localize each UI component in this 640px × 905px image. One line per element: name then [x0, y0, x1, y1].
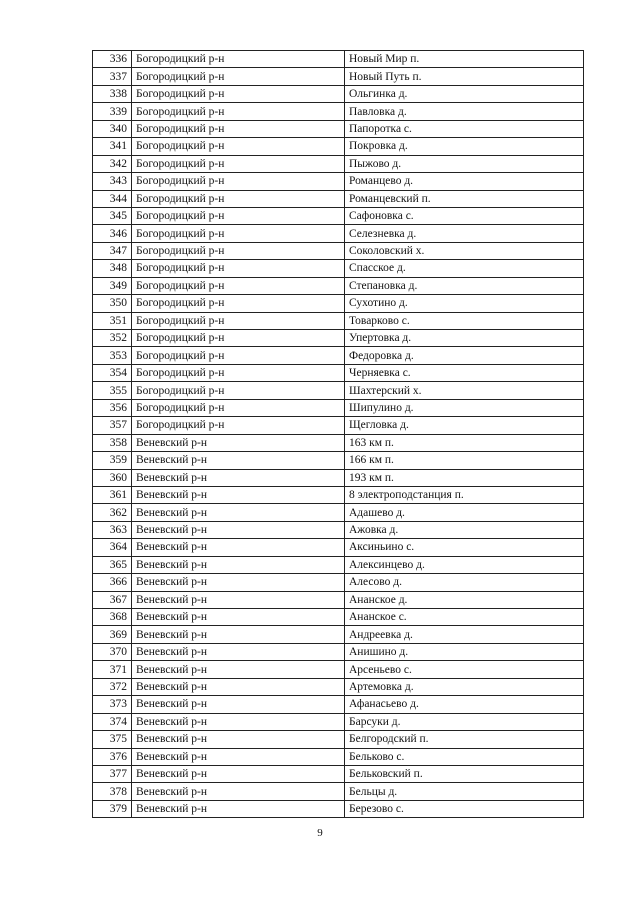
district-cell: Богородицкий р-н	[132, 260, 345, 277]
locality-cell: Адашево д.	[345, 504, 584, 521]
table-row	[93, 85, 584, 102]
locality-cell: Шипулино д.	[345, 399, 584, 416]
page-number: 9	[317, 827, 323, 839]
district-cell: Веневский р-н	[132, 678, 345, 695]
district-cell: Веневский р-н	[132, 643, 345, 660]
table-row	[93, 626, 584, 643]
locality-cell: Пыжово д.	[345, 155, 584, 172]
table-row	[93, 173, 584, 190]
row-number-cell: 355	[93, 382, 132, 399]
table-row	[93, 713, 584, 730]
row-number-cell: 352	[93, 330, 132, 347]
table-row	[93, 678, 584, 695]
district-cell: Богородицкий р-н	[132, 51, 345, 68]
row-number-cell: 368	[93, 609, 132, 626]
district-cell: Веневский р-н	[132, 783, 345, 800]
row-number-cell: 340	[93, 120, 132, 137]
district-cell: Веневский р-н	[132, 696, 345, 713]
locality-cell: Березово с.	[345, 800, 584, 817]
row-number-cell: 353	[93, 347, 132, 364]
district-cell: Веневский р-н	[132, 556, 345, 573]
locality-cell: Бельковский п.	[345, 765, 584, 782]
table-row	[93, 504, 584, 521]
row-number-cell: 371	[93, 661, 132, 678]
table-row	[93, 120, 584, 137]
locality-cell: Новый Путь п.	[345, 68, 584, 85]
district-cell: Богородицкий р-н	[132, 295, 345, 312]
table-row	[93, 521, 584, 538]
row-number-cell: 372	[93, 678, 132, 695]
row-number-cell: 343	[93, 173, 132, 190]
row-number-cell: 336	[93, 51, 132, 68]
table-body	[93, 51, 584, 818]
row-number-cell: 337	[93, 68, 132, 85]
district-cell: Веневский р-н	[132, 731, 345, 748]
table-row	[93, 277, 584, 294]
locality-cell: Ананское с.	[345, 609, 584, 626]
locality-cell: Соколовский х.	[345, 242, 584, 259]
table-row	[93, 661, 584, 678]
table-row	[93, 434, 584, 451]
row-number-cell: 379	[93, 800, 132, 817]
row-number-cell: 358	[93, 434, 132, 451]
row-number-cell: 339	[93, 103, 132, 120]
locality-cell: Андреевка д.	[345, 626, 584, 643]
district-cell: Веневский р-н	[132, 539, 345, 556]
district-cell: Богородицкий р-н	[132, 68, 345, 85]
row-number-cell: 365	[93, 556, 132, 573]
district-cell: Веневский р-н	[132, 521, 345, 538]
table-row	[93, 225, 584, 242]
locality-cell: Ананское д.	[345, 591, 584, 608]
locality-cell: 166 км п.	[345, 452, 584, 469]
district-cell: Веневский р-н	[132, 434, 345, 451]
locality-cell: Папоротка с.	[345, 120, 584, 137]
table-row	[93, 609, 584, 626]
district-cell: Веневский р-н	[132, 765, 345, 782]
row-number-cell: 342	[93, 155, 132, 172]
locality-cell: Артемовка д.	[345, 678, 584, 695]
locality-cell: Покровка д.	[345, 138, 584, 155]
table-row	[93, 486, 584, 503]
table-row	[93, 312, 584, 329]
table-row	[93, 748, 584, 765]
table-row	[93, 260, 584, 277]
row-number-cell: 369	[93, 626, 132, 643]
row-number-cell: 378	[93, 783, 132, 800]
locality-cell: 8 электроподстанция п.	[345, 486, 584, 503]
district-cell: Веневский р-н	[132, 626, 345, 643]
district-cell: Богородицкий р-н	[132, 242, 345, 259]
row-number-cell: 357	[93, 417, 132, 434]
district-cell: Веневский р-н	[132, 609, 345, 626]
district-cell: Богородицкий р-н	[132, 399, 345, 416]
district-cell: Веневский р-н	[132, 800, 345, 817]
table-row	[93, 103, 584, 120]
district-cell: Богородицкий р-н	[132, 103, 345, 120]
table-row	[93, 556, 584, 573]
table-row	[93, 242, 584, 259]
locality-cell: Товарково с.	[345, 312, 584, 329]
row-number-cell: 367	[93, 591, 132, 608]
district-cell: Богородицкий р-н	[132, 330, 345, 347]
locality-cell: Бельково с.	[345, 748, 584, 765]
district-cell: Богородицкий р-н	[132, 312, 345, 329]
district-cell: Веневский р-н	[132, 574, 345, 591]
locality-cell: Арсеньево с.	[345, 661, 584, 678]
table-row	[93, 452, 584, 469]
table-row	[93, 207, 584, 224]
table-row	[93, 382, 584, 399]
row-number-cell: 362	[93, 504, 132, 521]
district-cell: Богородицкий р-н	[132, 277, 345, 294]
district-cell: Веневский р-н	[132, 504, 345, 521]
district-cell: Веневский р-н	[132, 713, 345, 730]
table-row	[93, 399, 584, 416]
table-row	[93, 696, 584, 713]
locality-cell: Новый Мир п.	[345, 51, 584, 68]
table-row	[93, 800, 584, 817]
row-number-cell: 359	[93, 452, 132, 469]
row-number-cell: 347	[93, 242, 132, 259]
locality-cell: Черняевка с.	[345, 364, 584, 381]
row-number-cell: 366	[93, 574, 132, 591]
table-row	[93, 765, 584, 782]
district-cell: Богородицкий р-н	[132, 85, 345, 102]
district-cell: Веневский р-н	[132, 661, 345, 678]
row-number-cell: 348	[93, 260, 132, 277]
row-number-cell: 346	[93, 225, 132, 242]
row-number-cell: 373	[93, 696, 132, 713]
district-cell: Богородицкий р-н	[132, 225, 345, 242]
row-number-cell: 361	[93, 486, 132, 503]
locality-cell: Спасское д.	[345, 260, 584, 277]
district-cell: Богородицкий р-н	[132, 347, 345, 364]
locality-cell: Павловка д.	[345, 103, 584, 120]
row-number-cell: 350	[93, 295, 132, 312]
locality-cell: Федоровка д.	[345, 347, 584, 364]
row-number-cell: 370	[93, 643, 132, 660]
district-cell: Богородицкий р-н	[132, 173, 345, 190]
locality-cell: Аксиньино с.	[345, 539, 584, 556]
table-row	[93, 347, 584, 364]
locality-cell: Сухотино д.	[345, 295, 584, 312]
locality-cell: Сафоновка с.	[345, 207, 584, 224]
row-number-cell: 360	[93, 469, 132, 486]
row-number-cell: 356	[93, 399, 132, 416]
locality-cell: Алексинцево д.	[345, 556, 584, 573]
table-row	[93, 539, 584, 556]
locality-cell: Бельцы д.	[345, 783, 584, 800]
district-cell: Богородицкий р-н	[132, 155, 345, 172]
table-row	[93, 295, 584, 312]
locality-cell: 193 км п.	[345, 469, 584, 486]
table-row	[93, 574, 584, 591]
locality-cell: Романцево д.	[345, 173, 584, 190]
row-number-cell: 341	[93, 138, 132, 155]
table-row	[93, 591, 584, 608]
table-row	[93, 68, 584, 85]
table-row	[93, 364, 584, 381]
district-cell: Веневский р-н	[132, 591, 345, 608]
row-number-cell: 363	[93, 521, 132, 538]
table-row	[93, 330, 584, 347]
locality-cell: Ажовка д.	[345, 521, 584, 538]
district-cell: Богородицкий р-н	[132, 364, 345, 381]
district-cell: Богородицкий р-н	[132, 417, 345, 434]
row-number-cell: 364	[93, 539, 132, 556]
district-cell: Богородицкий р-н	[132, 120, 345, 137]
table-row	[93, 783, 584, 800]
table-row	[93, 190, 584, 207]
row-number-cell: 349	[93, 277, 132, 294]
row-number-cell: 375	[93, 731, 132, 748]
locality-cell: Барсуки д.	[345, 713, 584, 730]
district-cell: Богородицкий р-н	[132, 382, 345, 399]
locality-cell: Белгородский п.	[345, 731, 584, 748]
table-row	[93, 469, 584, 486]
district-cell: Веневский р-н	[132, 486, 345, 503]
table-row	[93, 51, 584, 68]
table-row	[93, 138, 584, 155]
locality-cell: Ольгинка д.	[345, 85, 584, 102]
locality-cell: Алесово д.	[345, 574, 584, 591]
table-row	[93, 731, 584, 748]
district-cell: Богородицкий р-н	[132, 190, 345, 207]
row-number-cell: 374	[93, 713, 132, 730]
locality-cell: Щегловка д.	[345, 417, 584, 434]
district-cell: Веневский р-н	[132, 469, 345, 486]
table-row	[93, 155, 584, 172]
table-row	[93, 643, 584, 660]
locality-cell: 163 км п.	[345, 434, 584, 451]
locality-cell: Романцевский п.	[345, 190, 584, 207]
row-number-cell: 351	[93, 312, 132, 329]
district-cell: Веневский р-н	[132, 748, 345, 765]
district-cell: Богородицкий р-н	[132, 138, 345, 155]
row-number-cell: 338	[93, 85, 132, 102]
row-number-cell: 354	[93, 364, 132, 381]
locality-cell: Афанасьево д.	[345, 696, 584, 713]
row-number-cell: 345	[93, 207, 132, 224]
row-number-cell: 344	[93, 190, 132, 207]
locality-cell: Упертовка д.	[345, 330, 584, 347]
locality-cell: Анишино д.	[345, 643, 584, 660]
locality-table	[92, 50, 584, 818]
locality-cell: Шахтерский х.	[345, 382, 584, 399]
table-row	[93, 417, 584, 434]
district-cell: Веневский р-н	[132, 452, 345, 469]
locality-cell: Селезневка д.	[345, 225, 584, 242]
row-number-cell: 377	[93, 765, 132, 782]
district-cell: Богородицкий р-н	[132, 207, 345, 224]
locality-cell: Степановка д.	[345, 277, 584, 294]
row-number-cell: 376	[93, 748, 132, 765]
